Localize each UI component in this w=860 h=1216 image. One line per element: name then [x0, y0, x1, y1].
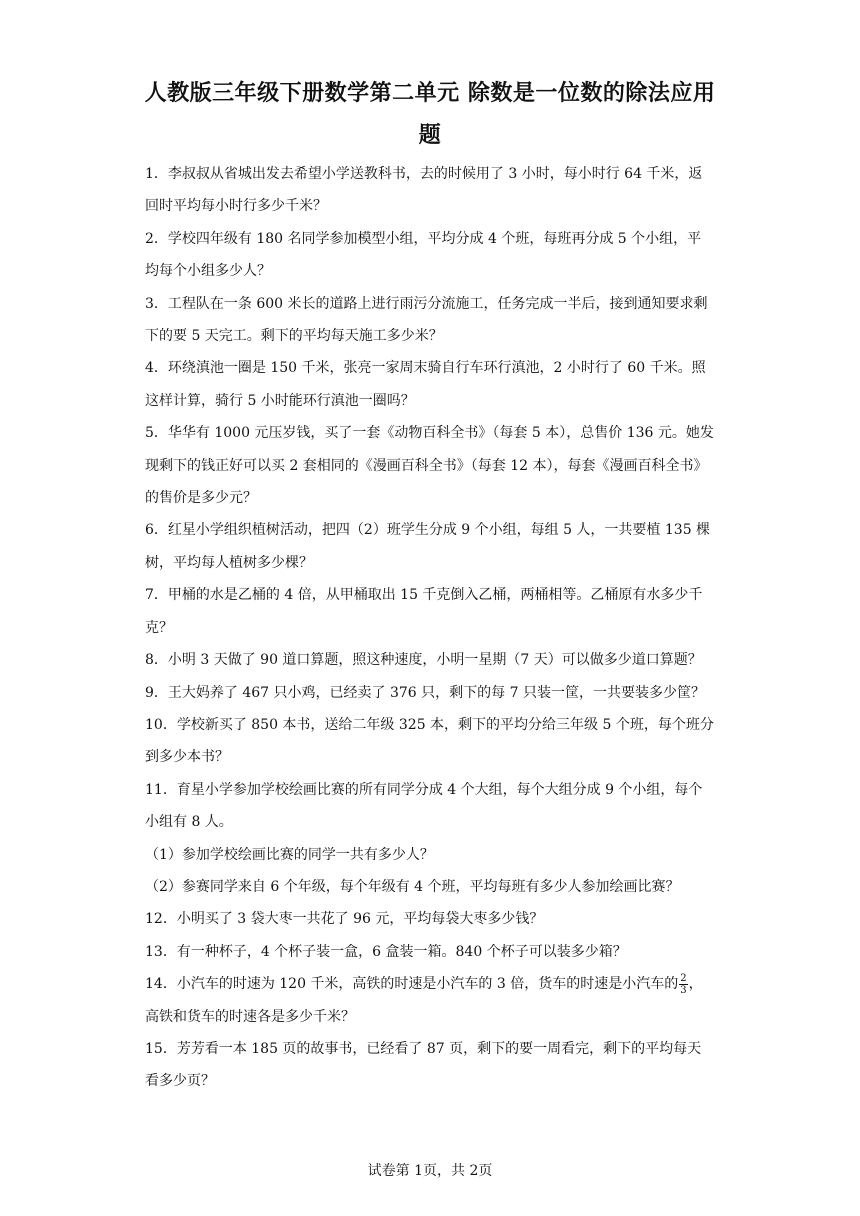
problem-5: 5．华华有 1000 元压岁钱，买了一套《动物百科全书》（每套 5 本），总售价 136 元。她发现剩下的钱正好可以买 2 套相同的《漫画百科全书》（每套 12 本），每套《漫画百科全书》的售价是多少元？: [145, 425, 714, 507]
problem-11-part-1: （1）参加学校绘画比赛的同学一共有多少人？: [145, 846, 434, 863]
fraction-numerator: 2: [680, 972, 687, 984]
problem-14-text-after: ，高铁和货车的时速各是多少千米？: [145, 976, 703, 1025]
problem-11: 11．育星小学参加学校绘画比赛的所有同学分成 4 个大组，每个大组分成 9 个小组，每个小组有 8 人。: [145, 781, 703, 831]
problem-6: 6．红星小学组织植树活动，把四（2）班学生分成 9 个小组，每组 5 人，一共要植 135 棵树，平均每人植树多少棵？: [145, 522, 711, 571]
problem-list: [145, 158, 715, 1098]
page-title-line-2: 题: [418, 122, 442, 148]
problem-12: 12．小明买了 3 袋大枣一共花了 96 元，平均每袋大枣多少钱？: [145, 911, 544, 928]
fraction-denominator: 3: [680, 984, 687, 996]
fraction-two-thirds: [679, 973, 687, 996]
problem-3: 3．工程队在一条 600 米长的道路上进行雨污分流施工，任务完成一半后，接到通知要求剩下的要 5 天完工。剩下的平均每天施工多少米？: [145, 295, 708, 345]
page-title-line-1: 人教版三年级下册数学第二单元 除数是一位数的除法应用: [144, 80, 716, 106]
problem-9: 9．王大妈养了 467 只小鸡，已经卖了 376 只，剩下的每 7 只装一筐，一共要装多少筐？: [145, 684, 705, 701]
problem-7: 7．甲桶的水是乙桶的 4 倍，从甲桶取出 15 千克倒入乙桶，两桶相等。乙桶原有水多少千克？: [145, 587, 703, 636]
problem-10: 10．学校新买了 850 本书，送给二年级 325 本，剩下的平均分给三年级 5 个班，每个班分到多少本书？: [145, 716, 714, 766]
problem-13: 13．有一种杯子，4 个杯子装一盒，6 盒装一箱。840 个杯子可以装多少箱？: [145, 943, 627, 960]
problem-8: 8．小明 3 天做了 90 道口算题，照这种速度，小明一星期（7 天）可以做多少道口算题？: [145, 652, 702, 669]
problem-4: 4．环绕滇池一圈是 150 千米，张亮一家周末骑自行车环行滇池，2 小时行了 60 千米。照这样计算，骑行 5 小时能环行滇池一圈吗？: [145, 360, 706, 409]
problem-2: 2．学校四年级有 180 名同学参加模型小组，平均分成 4 个班，每班再分成 5 个小组，平均每个小组多少人？: [145, 230, 702, 280]
problem-1: 1．李叔叔从省城出发去希望小学送教科书，去的时候用了 3 小时，每小时行 64 千米，返回时平均每小时行多少千米？: [145, 166, 703, 215]
problem-14-text-before: 14．小汽车的时速为 120 千米，高铁的时速是小汽车的 3 倍，货车的时速是小汽车的: [145, 976, 679, 993]
problem-14: [145, 968, 715, 1033]
problem-11-part-2: （2）参赛同学来自 6 个年级，每个年级有 4 个班，平均每班有多少人参加绘画比赛？: [145, 878, 680, 895]
problem-15: 15．芳芳看一本 185 页的故事书，已经看了 87 页，剩下的要一周看完，剩下的平均每天看多少页？: [145, 1040, 702, 1090]
page-footer: 试卷第 1页，共 2页: [367, 1163, 493, 1179]
